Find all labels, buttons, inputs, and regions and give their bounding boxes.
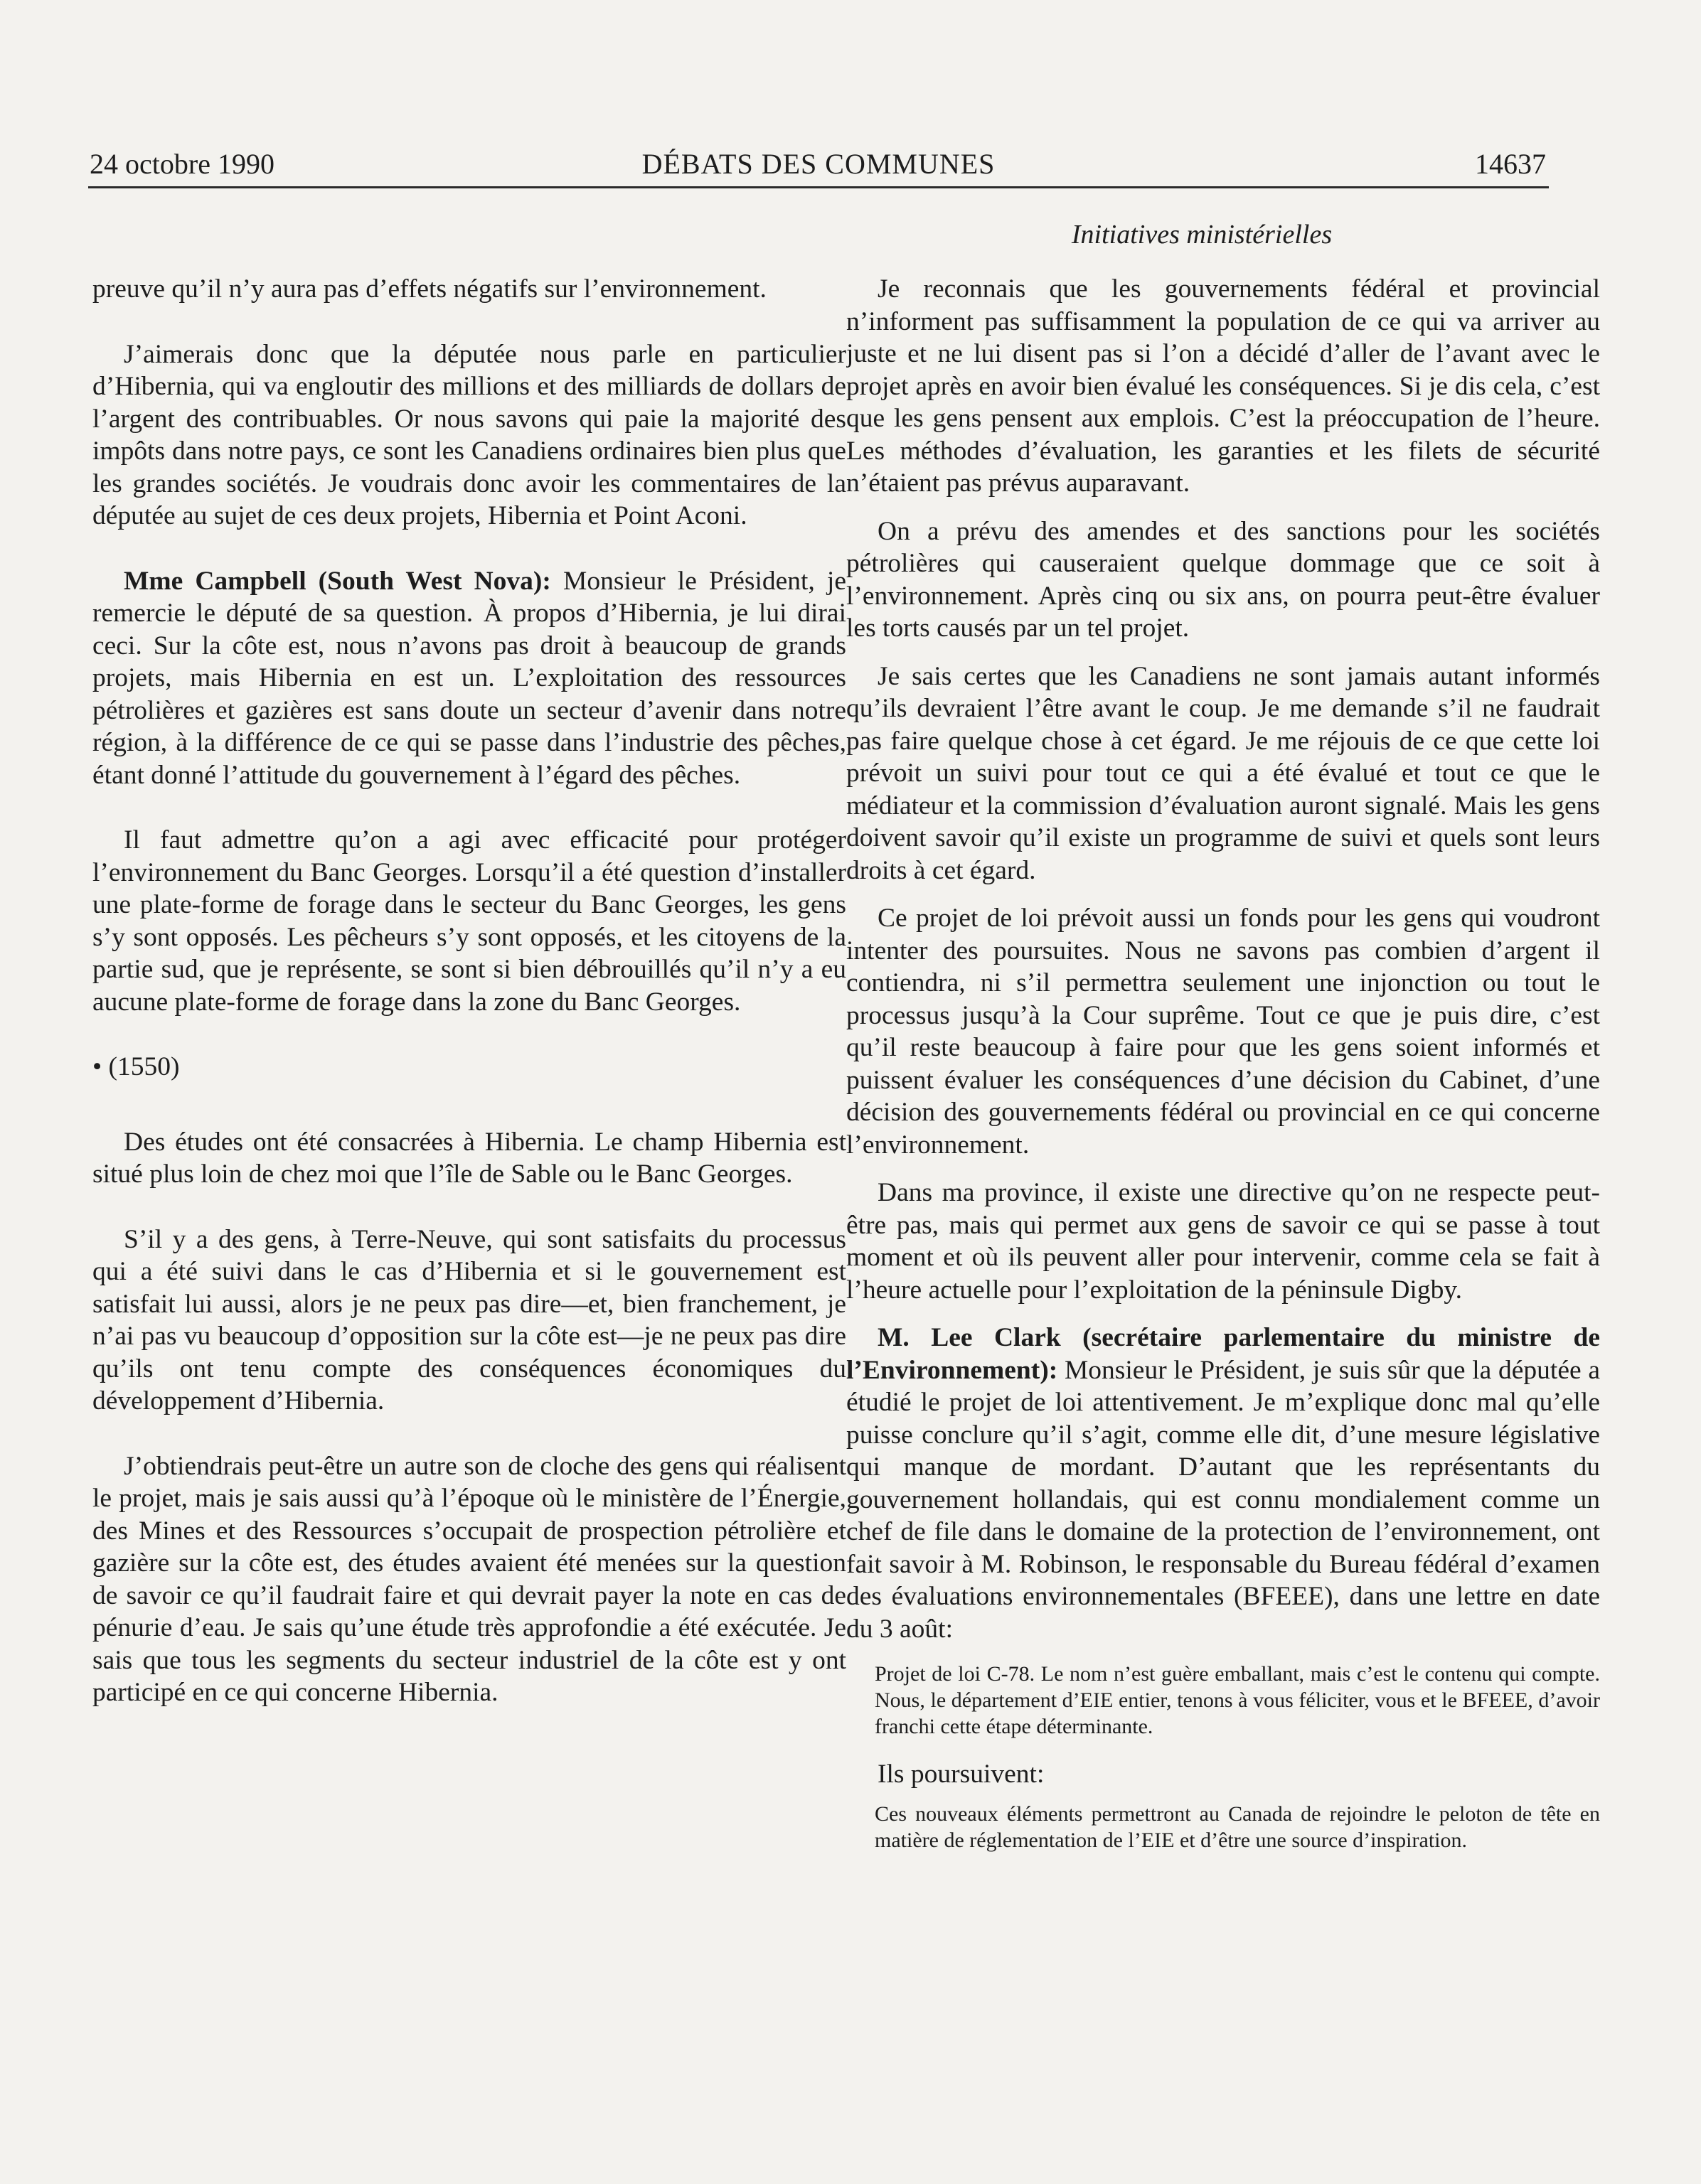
speaker-name: Mme Campbell (South West Nova): xyxy=(124,566,551,596)
section-label: Initiatives ministérielles xyxy=(1071,220,1333,250)
block-quote: Projet de loi C-78. Le nom n’est guère emballant, mais c’est le contenu qui compte. Nous, le département d’EIE entier, tenons à vous féliciter, vous et le BFEEE, d’avoir franchi cette étape déterminante. xyxy=(875,1662,1600,1738)
speaker-name: M. Lee Clark (secrétaire parlementaire du ministre de l’Environnement): xyxy=(846,1323,1600,1385)
speaker-paragraph xyxy=(92,565,846,792)
paragraph: Je sais certes que les Canadiens ne sont jamais autant informés qu’ils devraient l’être avant le coup. Je me demande s’il ne faudrait pas faire quelque chose à cet égard. Je me réjouis de ce que cette loi prévoit un suivi pour tout ce qui a été évalué et tout ce que le médiateur et la commission d’évaluation auront signalé. Mais les gens doivent savoir qu’il existe un programme de suivi et quels sont leurs droits à cet égard. xyxy=(846,661,1600,885)
right-column xyxy=(846,273,1600,2079)
paragraph: Il faut admettre qu’on a agi avec efficacité pour protéger l’environnement du Banc Georges. Lorsqu’il a été question d’installer une plate-forme de forage dans le secteur du Banc Georges, les gens s’y sont opposés. Les pêcheurs s’y sont opposés, et les citoyens de la partie sud, que je représente, se sont si bien débrouillés qu’il n’y a eu aucune plate-forme de forage dans la zone du Banc Georges. xyxy=(92,825,846,1017)
paragraph: S’il y a des gens, à Terre-Neuve, qui sont satisfaits du processus qui a été suivi dans le cas d’Hibernia et si le gouvernement est satisfait lui aussi, alors je ne peux pas dire—et, bien franchement, je n’ai pas vu beaucoup d’opposition sur la côte est—je ne peux pas dire qu’ils ont tenu compte des conséquences économiques du développement d’Hibernia. xyxy=(92,1224,846,1415)
paragraph: preuve qu’il n’y aura pas d’effets négatifs sur l’environnement. xyxy=(92,274,767,304)
paragraph: J’obtiendrais peut-être un autre son de cloche des gens qui réalisent le projet, mais je sais aussi qu’à l’époque où le ministère de l’Énergie, des Mines et des Ressources s’occupait de prospection pétrolière et gazière sur la côte est, des études avaient été menées sur la question de savoir ce qu’il faudrait faire et qui devrait payer la note en cas de pénurie d’eau. Je sais qu’une étude très approfondie a été exécutée. Je sais que tous les segments du secteur industriel de la côte est y ont participé en ce qui concerne Hibernia. xyxy=(92,1451,846,1707)
header-date: 24 octobre 1990 xyxy=(90,148,274,180)
paragraph: Des études ont été consacrées à Hibernia. Le champ Hibernia est situé plus loin de chez moi que l’île de Sable ou le Banc Georges. xyxy=(92,1127,846,1189)
page-header xyxy=(88,142,1549,188)
paragraph: On a prévu des amendes et des sanctions pour les sociétés pétrolières qui causeraient quelque dommage que ce soit à l’environnement. Après cinq ou six ans, on pourra peut-être évaluer les torts causés par un tel projet. xyxy=(846,516,1600,643)
paragraph: Je reconnais que les gouvernements fédéral et provincial n’informent pas suffisamment la population de ce qui va arriver au juste et ne lui disent pas si l’on a décidé d’aller de l’avant avec le projet après en avoir bien évalué les conséquences. Si je dis cela, c’est que les gens pensent aux emplois. C’est la préoccupation de l’heure. Les méthodes d’évaluation, les garanties et les filets de sécurité n’étaient pas prévus auparavant. xyxy=(846,274,1600,498)
speaker-text: Monsieur le Président, je remercie le député de sa question. À propos d’Hibernia, je lui dirai ceci. Sur la côte est, nous n’avons pas droit à beaucoup de grands projets, mais Hibernia en est un. L’exploitation des ressources pétrolières et gazières est sans doute un secteur d’avenir dans notre région, à la différence de ce qui se passe dans l’industrie des pêches, étant donné l’attitude du gouvernement à l’égard des pêches. xyxy=(92,566,846,790)
speaker-paragraph xyxy=(846,1322,1600,1645)
left-column xyxy=(92,273,846,2079)
page-number: 14637 xyxy=(1475,148,1546,180)
block-quote: Ces nouveaux éléments permettront au Canada de rejoindre le peloton de tête en matière de réglementation de l’EIE et d’être une source d’inspiration. xyxy=(875,1802,1600,1852)
paragraph: Ce projet de loi prévoit aussi un fonds pour les gens qui voudront intenter des poursuites. Nous ne savons pas combien d’argent il contiendra, ni s’il permettra seulement une injonction ou tout le processus jusqu’à la Cour suprême. Tout ce que je puis dire, c’est qu’il reste beaucoup à faire pour que les gens soient informés et puissent évaluer les conséquences d’une décision du Cabinet, d’une décision des gouvernements fédéral ou provincial en ce qui concerne l’environnement. xyxy=(846,904,1600,1160)
timestamp: • (1550) xyxy=(92,1052,180,1081)
paragraph: J’aimerais donc que la députée nous parle en particulier d’Hibernia, qui va engloutir des millions et des milliards de dollars de l’argent des contribuables. Or nous savons qui paie la majorité des impôts dans notre pays, ce sont les Canadiens ordinaires bien plus que les grandes sociétés. Je voudrais donc avoir les commentaires de la députée au sujet de ces deux projets, Hibernia et Point Aconi. xyxy=(92,339,846,530)
header-title: DÉBATS DES COMMUNES xyxy=(641,148,996,180)
paragraph: Ils poursuivent: xyxy=(878,1760,1045,1789)
paragraph: Dans ma province, il existe une directive qu’on ne respecte peut-être pas, mais qui permet aux gens de savoir ce qui se passe à tout moment et où ils peuvent aller pour intervenir, comme cela se fait à l’heure actuelle pour l’exploitation de la péninsule Digby. xyxy=(846,1178,1600,1305)
speaker-text: Monsieur le Président, je suis sûr que la députée a étudié le projet de loi attentivement. Je m’explique donc mal qu’elle puisse conclure qu’il s’agit, comme elle dit, d’une mesure législative qui manque de mordant. D’autant que les représentants du gouvernement hollandais, qui est connu mondialement comme un chef de file dans le domaine de la protection de l’environnement, ont fait savoir à M. Robinson, le responsable du Bureau fédéral d’examen des évaluations environnementales (BFEEE), dans une lettre en date du 3 août: xyxy=(846,1355,1600,1644)
